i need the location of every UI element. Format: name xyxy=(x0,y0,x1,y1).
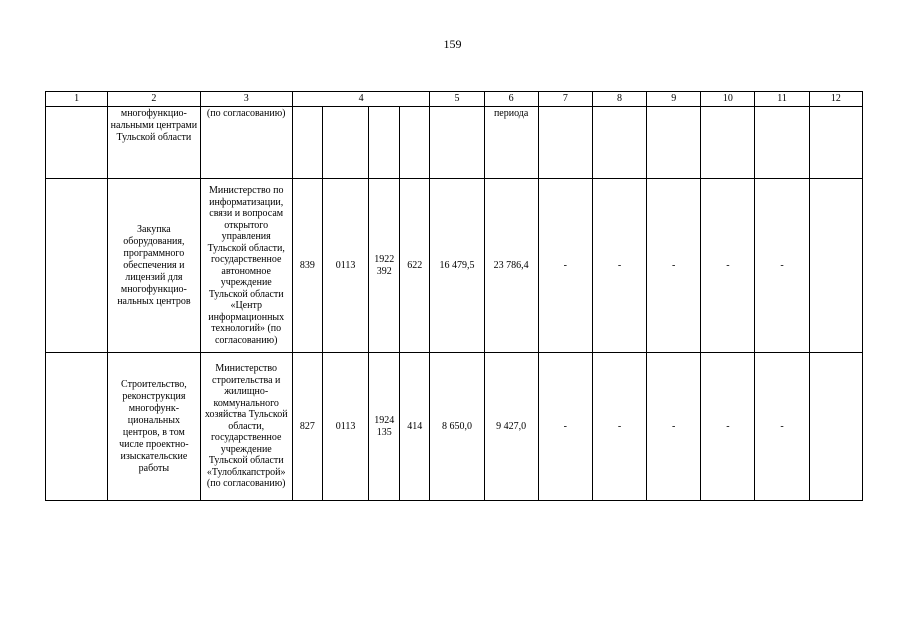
table-cell: 827 xyxy=(292,353,322,501)
table-cell: 839 xyxy=(292,179,322,353)
table-cell: 622 xyxy=(400,179,430,353)
table-cell xyxy=(430,107,484,179)
column-header: 11 xyxy=(755,92,809,107)
column-header: 2 xyxy=(108,92,200,107)
table-cell: - xyxy=(592,179,646,353)
document-table xyxy=(45,91,863,501)
table-cell xyxy=(46,107,108,179)
table-cell: - xyxy=(701,179,755,353)
table-cell xyxy=(592,107,646,179)
table-cell: Министерство по информатизации, связи и вопросам открытого управления Тульской области, государственное автономное учреждение Тульской области «Центр информационных технологий» (по согласованию) xyxy=(200,179,292,353)
table-cell: 9 427,0 xyxy=(484,353,538,501)
table-cell: 1924 135 xyxy=(369,353,400,501)
column-header: 1 xyxy=(46,92,108,107)
table-cell: Строительство, реконструкция многофунк-циональных центров, в том числе проектно-изыскательские работы xyxy=(108,353,200,501)
table-cell: 16 479,5 xyxy=(430,179,484,353)
table-cell xyxy=(369,107,400,179)
table-cell xyxy=(647,107,701,179)
table-cell: - xyxy=(701,353,755,501)
column-header: 5 xyxy=(430,92,484,107)
table-cell: 0113 xyxy=(322,353,368,501)
table-cell: 23 786,4 xyxy=(484,179,538,353)
table-cell: (по согласованию) xyxy=(200,107,292,179)
column-header: 7 xyxy=(538,92,592,107)
column-header: 6 xyxy=(484,92,538,107)
table-row xyxy=(46,107,863,179)
column-header: 9 xyxy=(647,92,701,107)
table-cell: 1922 392 xyxy=(369,179,400,353)
table-header-row xyxy=(46,92,863,107)
table-cell: 414 xyxy=(400,353,430,501)
table-cell: 8 650,0 xyxy=(430,353,484,501)
table-cell xyxy=(538,107,592,179)
table-cell xyxy=(322,107,368,179)
table-cell: - xyxy=(592,353,646,501)
table-cell xyxy=(809,107,862,179)
table-cell xyxy=(46,353,108,501)
table-cell xyxy=(809,179,862,353)
column-header: 8 xyxy=(592,92,646,107)
table-cell xyxy=(400,107,430,179)
table-cell xyxy=(292,107,322,179)
column-header: 12 xyxy=(809,92,862,107)
table-cell: - xyxy=(538,179,592,353)
table-cell: - xyxy=(755,353,809,501)
table-cell: - xyxy=(647,353,701,501)
table-cell: периода xyxy=(484,107,538,179)
table-cell: многофункцио-нальными центрами Тульской области xyxy=(108,107,200,179)
table-cell xyxy=(46,179,108,353)
table-cell: - xyxy=(755,179,809,353)
page-number: 159 xyxy=(443,37,462,51)
table-cell: Закупка оборудования, программного обеспечения и лицензий для многофункцио-нальных центров xyxy=(108,179,200,353)
column-header: 4 xyxy=(292,92,429,107)
table-cell: - xyxy=(538,353,592,501)
table-cell: 0113 xyxy=(322,179,368,353)
table-row xyxy=(46,179,863,353)
column-header: 10 xyxy=(701,92,755,107)
column-header: 3 xyxy=(200,92,292,107)
table-cell: - xyxy=(647,179,701,353)
table-row xyxy=(46,353,863,501)
table-cell xyxy=(755,107,809,179)
table-cell xyxy=(809,353,862,501)
table-cell xyxy=(701,107,755,179)
table-cell: Министерство строительства и жилищно-коммунального хозяйства Тульской области, государственное учреждение Тульской области «Тулоблкапстрой» (по согласованию) xyxy=(200,353,292,501)
